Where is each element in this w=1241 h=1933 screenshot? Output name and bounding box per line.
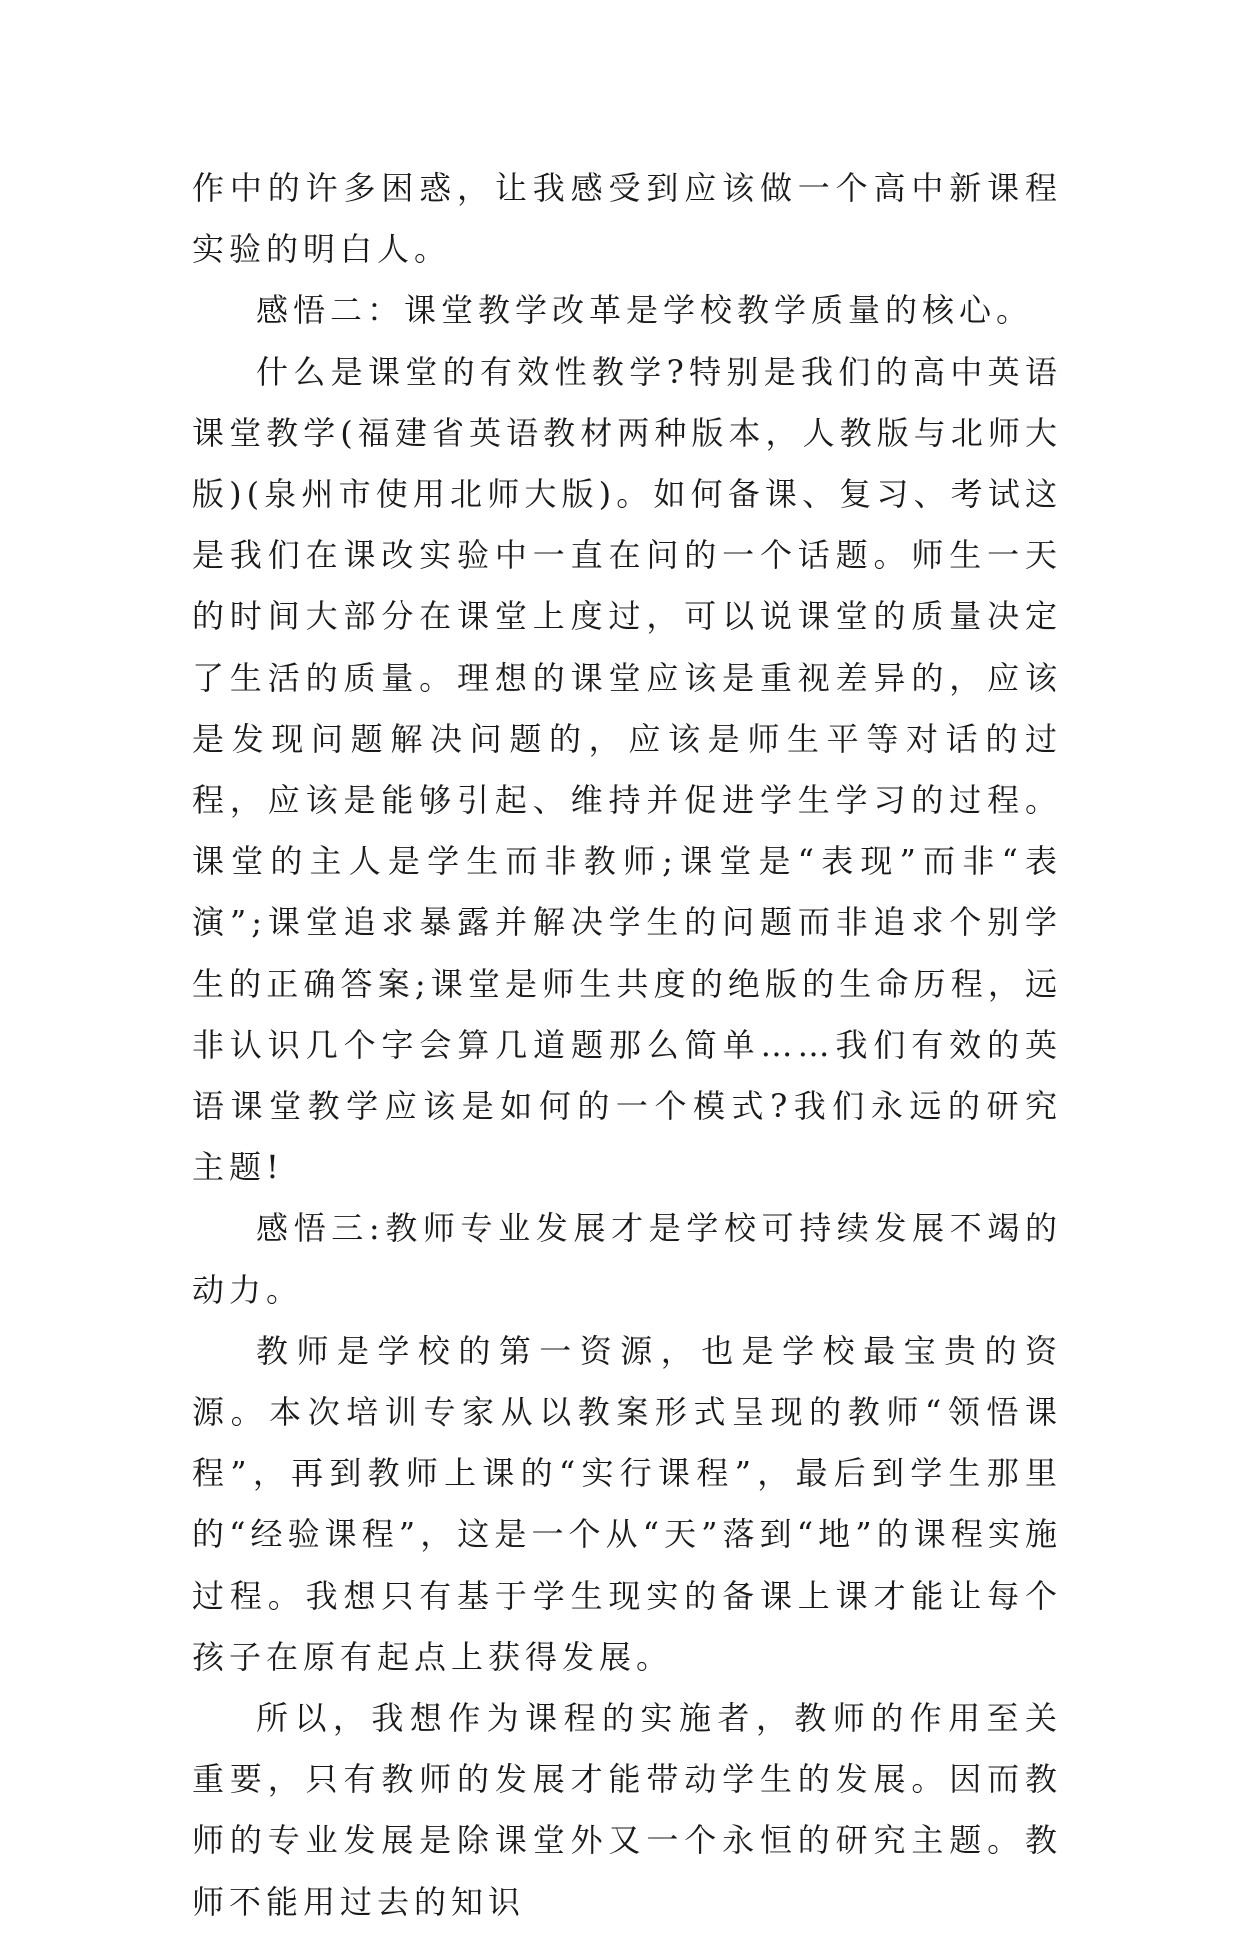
paragraph-continuation: 作中的许多困惑，让我感受到应该做一个高中新课程实验的明白人。 (192, 169, 1062, 269)
paragraph-teacher-resource: 教师是学校的第一资源，也是学校最宝贵的资源。本次培训专家从以教案形式呈现的教师“领悟课程”，再到教师上课的“实行课程”，最后到学生那里的“经验课程”，这是一个从“天”落到“地”的课程实施过程。我想只有基于学生现实的备课上课才能让每个孩子在原有起点上获得发展。 (192, 1331, 1062, 1676)
paragraph-insight-three-heading: 感悟三:教师专业发展才是学校可持续发展不竭的动力。 (192, 1209, 1062, 1309)
paragraph-teacher-development: 所以，我想作为课程的实施者，教师的作用至关重要，只有教师的发展才能带动学生的发展。因而教师的专业发展是除课堂外又一个永恒的研究主题。教师不能用过去的知识 (192, 1699, 1062, 1921)
paragraph-effective-teaching: 什么是课堂的有效性教学?特别是我们的高中英语课堂教学(福建省英语教材两种版本，人教版与北师大版)(泉州市使用北师大版)。如何备课、复习、考试这是我们在课改实验中一直在问的一个话题。师生一天的时间大部分在课堂上度过，可以说课堂的质量决定了生活的质量。理想的课堂应该是重视差异的，应该是发现问题解决问题的，应该是师生平等对话的过程，应该是能够引起、维持并促进学生学习的过程。课堂的主人是学生而非教师;课堂是“表现”而非“表演”;课堂追求暴露并解决学生的问题而非追求个别学生的正确答案;课堂是师生共度的绝版的生命历程，远非认识几个字会算几道题那么简单……我们有效的英语课堂教学应该是如何的一个模式?我们永远的研究主题! (192, 352, 1062, 1187)
document-body (192, 158, 1062, 1933)
paragraph-insight-two-heading: 感悟二：课堂教学改革是学校教学质量的核心。 (256, 291, 1034, 330)
